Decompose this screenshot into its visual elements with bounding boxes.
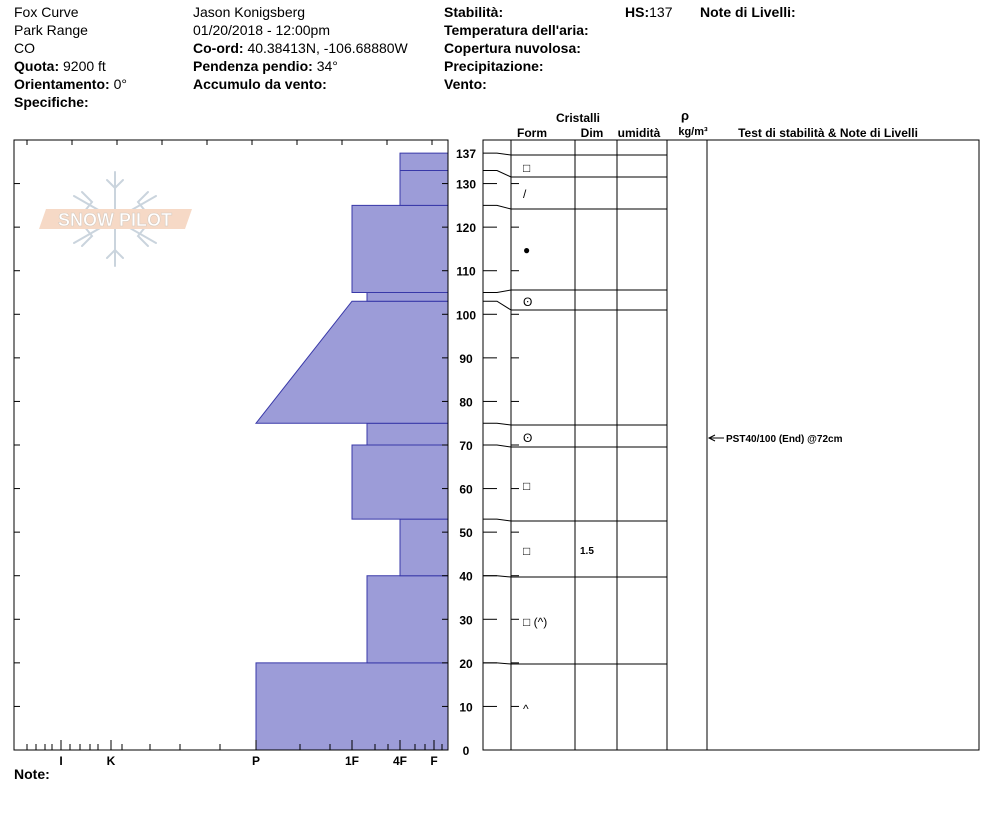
hs-value: 137 <box>649 4 673 20</box>
layer-table-lines <box>483 140 707 750</box>
header-size: Dim <box>580 126 604 140</box>
layer-form: ʘ <box>523 295 533 309</box>
table-connector <box>483 519 511 521</box>
hardness-layer-1 <box>367 576 448 663</box>
hardness-layer-6 <box>367 293 448 302</box>
aspect-label: Orientamento: <box>14 76 110 92</box>
aspect-value: 0° <box>113 76 127 92</box>
table-connector <box>483 205 511 209</box>
height-tick-label: 20 <box>459 656 473 671</box>
header-moisture: umidità <box>617 126 661 140</box>
slope-value: 34° <box>316 58 338 74</box>
hardness-layer-9 <box>400 153 448 170</box>
layer-table-frame <box>483 140 979 750</box>
height-tick-label: 120 <box>455 221 477 236</box>
observer-name: Jason Konigsberg <box>193 4 306 20</box>
air-temp-label: Temperatura dell'aria: <box>444 22 589 38</box>
table-connector <box>483 576 511 577</box>
cloud-label: Copertura nuvolosa: <box>444 40 581 56</box>
hardness-layer-3 <box>352 445 448 519</box>
coord-value: 40.38413N, -106.68880W <box>247 40 408 56</box>
hardness-tick-label: 4F <box>392 754 408 768</box>
logo-text: SNOW PILOT <box>58 210 172 230</box>
elevation-label: Quota: <box>14 58 60 74</box>
hardness-layer-4 <box>367 423 448 445</box>
height-tick-label: 70 <box>459 439 473 453</box>
layer-notes-label: Note di Livelli: <box>700 4 796 20</box>
hardness-tick-label: 1F <box>344 754 360 768</box>
hs-label: HS: <box>625 4 650 20</box>
hardness-layer-2 <box>400 519 448 576</box>
height-tick-label: 60 <box>459 482 473 497</box>
header-crystals: Cristalli <box>555 111 601 125</box>
header-tests: Test di stabilità & Note di Livelli <box>738 126 918 140</box>
layer-form: □ (^) <box>523 615 548 629</box>
layer-form: □ <box>523 479 531 493</box>
header-density-unit: kg/m³ <box>678 126 708 138</box>
hardness-tick-label: K <box>106 754 116 768</box>
hardness-tick-label: P <box>251 754 261 768</box>
layer-form: ^ <box>523 702 529 716</box>
layer-table-text <box>523 161 843 716</box>
hardness-layer-8 <box>400 171 448 206</box>
stability-label: Stabilità: <box>444 4 504 20</box>
layer-size: 1.5 <box>580 546 594 557</box>
header-form: Form <box>517 126 547 140</box>
layer-form: / <box>523 187 527 201</box>
height-tick-label: 130 <box>455 177 477 192</box>
location-name: Fox Curve <box>14 4 79 20</box>
table-connector <box>483 153 511 155</box>
table-connector <box>483 423 511 425</box>
hardness-tick-label: F <box>430 754 438 768</box>
wind-loading-label: Accumulo da vento: <box>193 76 327 92</box>
slope-label: Pendenza pendio: <box>193 58 313 74</box>
coord-label: Co-ord: <box>193 40 244 56</box>
height-tick-label: 80 <box>459 395 473 410</box>
layer-form: □ <box>523 161 531 175</box>
stability-test-note: PST40/100 (End) @72cm <box>726 434 843 445</box>
specifics-label: Specifiche: <box>14 94 89 110</box>
table-connector <box>483 663 511 664</box>
range-name: Park Range <box>14 22 88 38</box>
header-density-symbol: ρ <box>680 108 690 123</box>
hardness-layer-7 <box>352 205 448 292</box>
height-tick-label: 0 <box>462 744 470 758</box>
layer-form: ● <box>523 243 531 257</box>
snowpilot-logo <box>39 172 192 266</box>
layer-form: □ <box>523 544 531 558</box>
table-connector <box>483 445 511 447</box>
datetime: 01/20/2018 - 12:00pm <box>193 22 330 38</box>
hardness-layer-0 <box>256 663 448 750</box>
height-axis <box>456 147 476 758</box>
height-tick-label: 40 <box>459 569 473 584</box>
precip-label: Precipitazione: <box>444 58 544 74</box>
table-connector <box>483 290 511 293</box>
hardness-tick-label: I <box>59 754 63 768</box>
layer-form: ʘ <box>523 431 533 445</box>
height-tick-label: 10 <box>459 700 473 715</box>
height-tick-label: 30 <box>459 613 473 628</box>
notes-label: Note: <box>14 766 50 782</box>
height-tick-label: 50 <box>459 526 473 541</box>
elevation-value: 9200 ft <box>63 58 106 74</box>
wind-label: Vento: <box>444 76 487 92</box>
hardness-layers <box>256 153 448 750</box>
table-connector <box>483 301 511 310</box>
height-tick-label: 110 <box>456 264 476 279</box>
height-tick-label: 100 <box>455 308 477 323</box>
table-connector <box>483 171 511 178</box>
height-top-label: 137 <box>455 147 477 162</box>
hardness-layer-5 <box>256 301 448 423</box>
height-tick-label: 90 <box>459 351 473 366</box>
state-name: CO <box>14 40 35 56</box>
